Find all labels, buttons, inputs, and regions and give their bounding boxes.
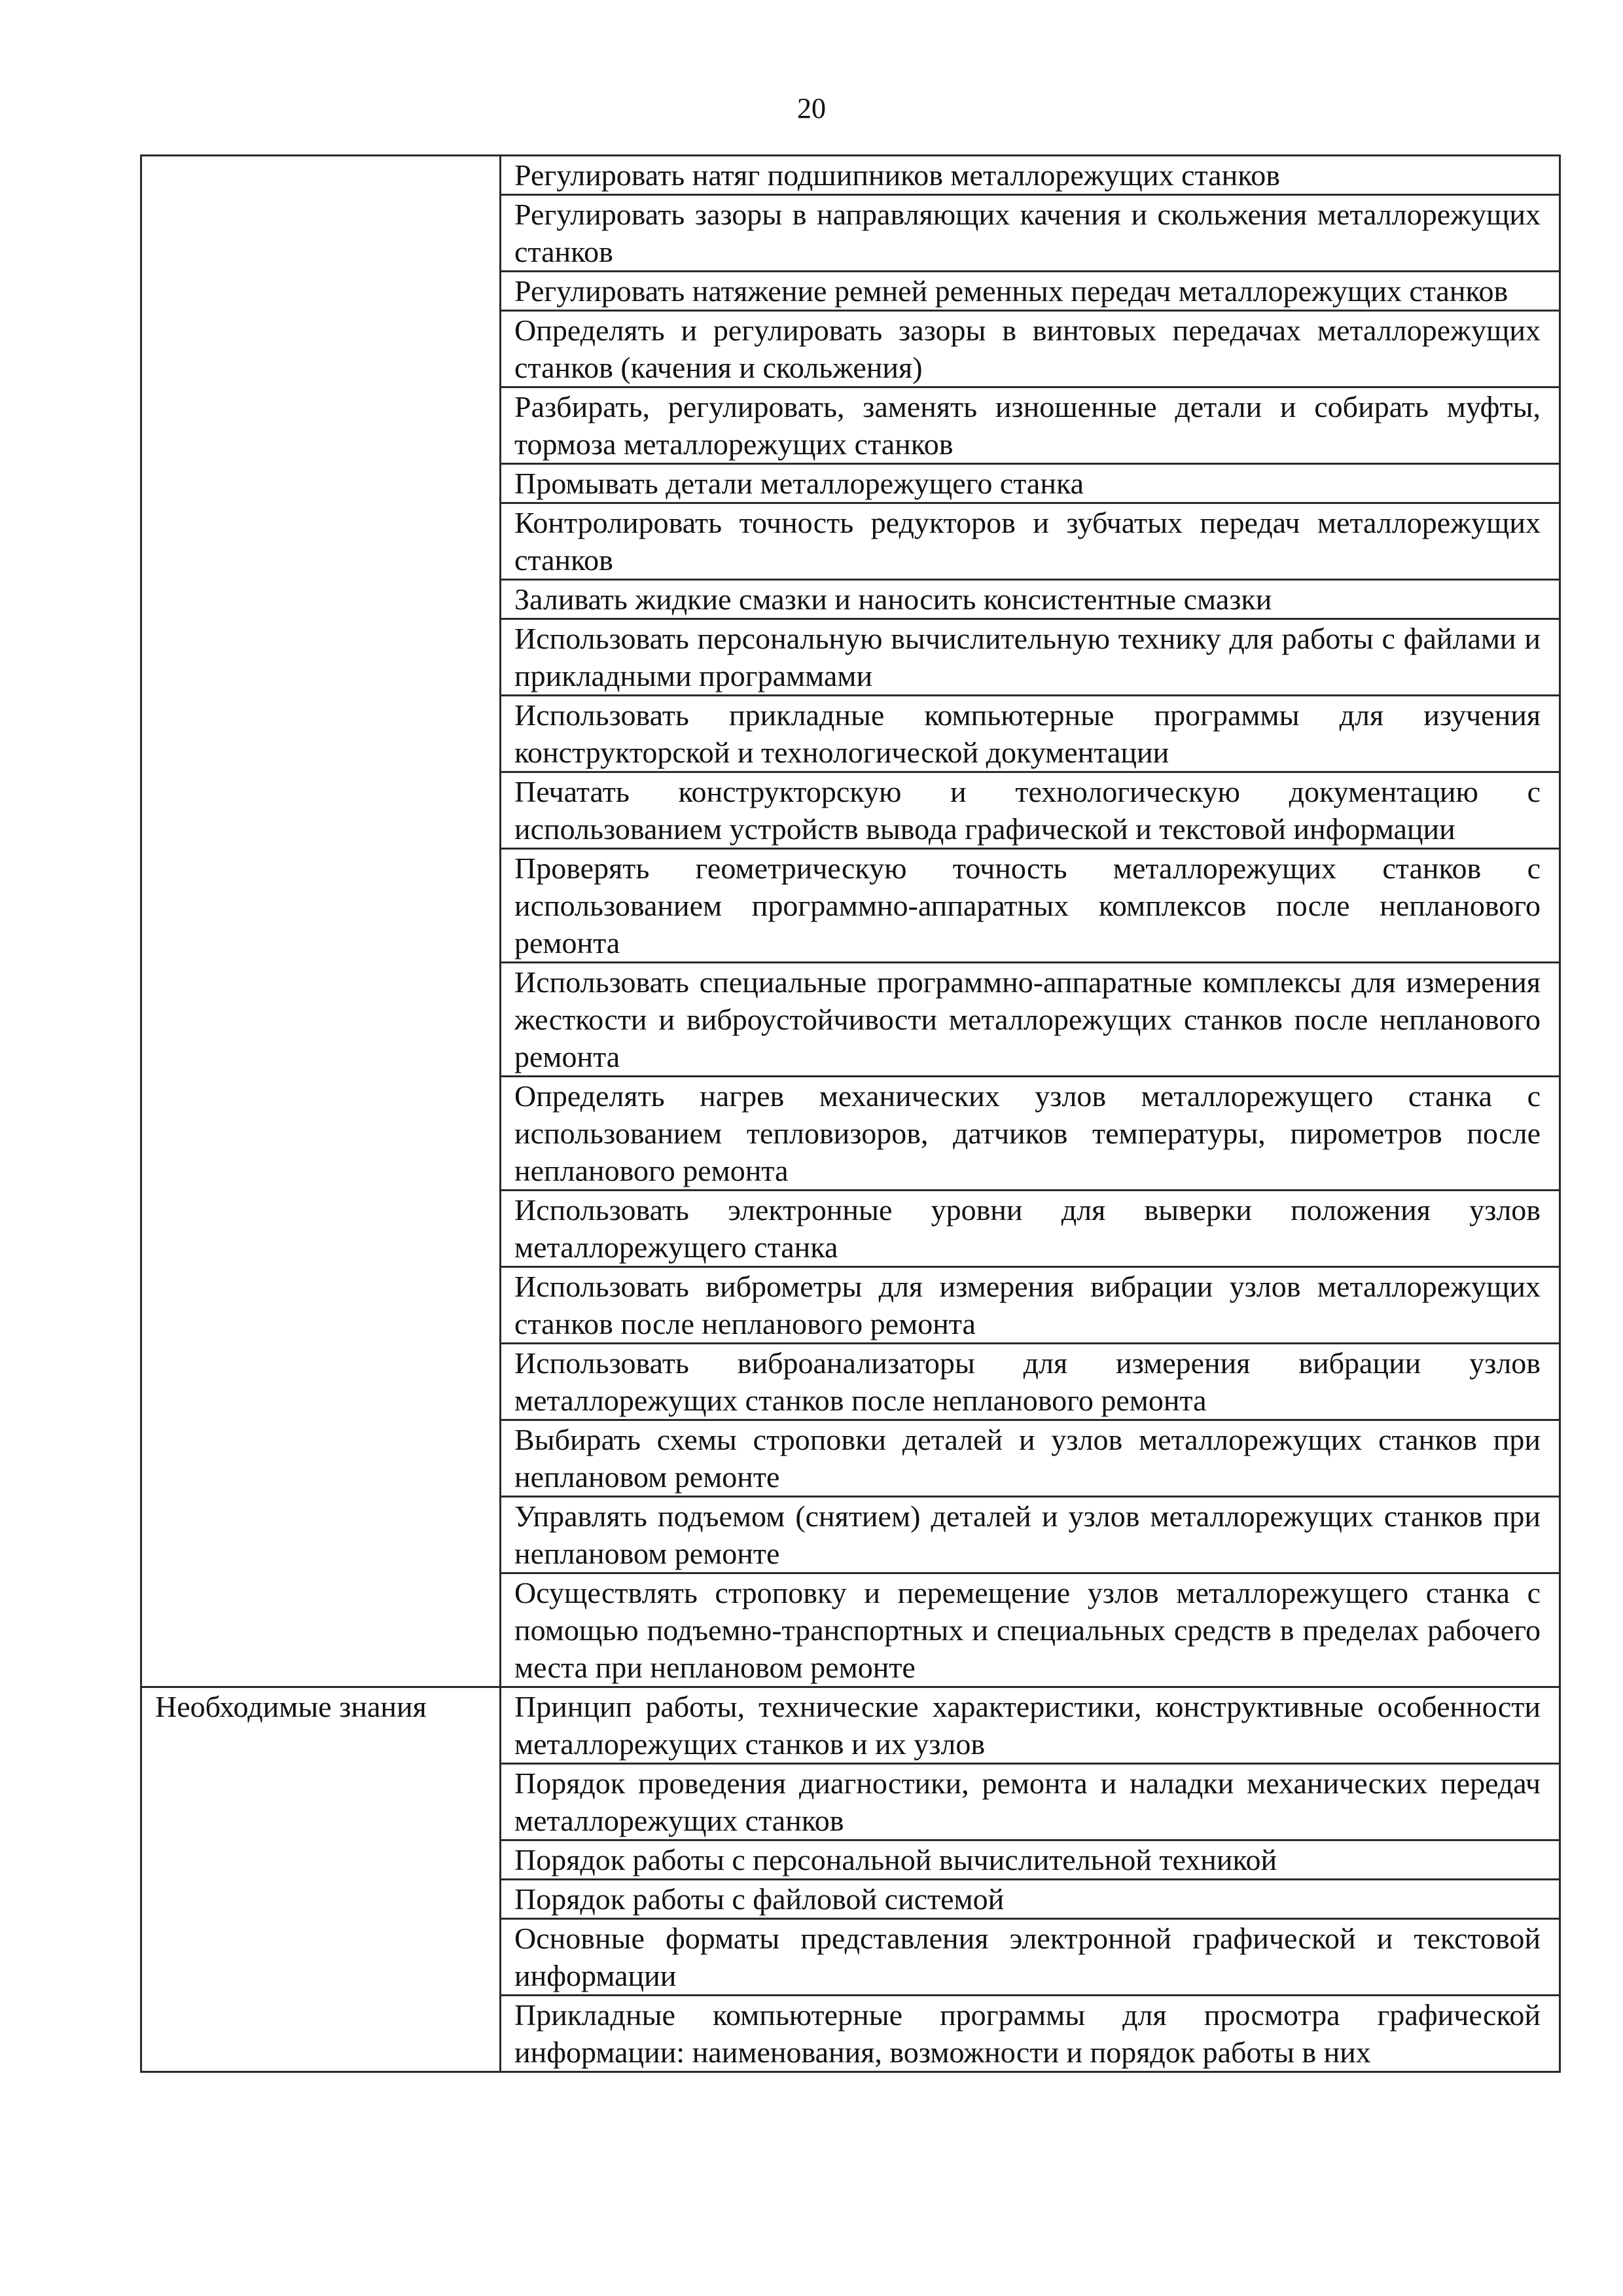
skill-item: Использовать прикладные компьютерные программы для изучения конструкторской и технологической документации: [501, 696, 1560, 772]
knowledge-item: Принцип работы, технические характеристики, конструктивные особенности металлорежущих станков и их узлов: [501, 1687, 1560, 1764]
skill-item: Промывать детали металлорежущего станка: [501, 464, 1560, 503]
knowledge-item: Порядок проведения диагностики, ремонта и наладки механических передач металлорежущих станков: [501, 1764, 1560, 1840]
requirements-table: [140, 154, 1561, 2073]
skill-item: Регулировать натяжение ремней ременных передач металлорежущих станков: [501, 272, 1560, 311]
skill-item: Разбирать, регулировать, заменять изношенные детали и собирать муфты, тормоза металлорежущих станков: [501, 387, 1560, 464]
skill-item: Использовать электронные уровни для выверки положения узлов металлорежущего станка: [501, 1191, 1560, 1267]
skills-label-cell: [141, 156, 501, 1687]
skill-item: Контролировать точность редукторов и зубчатых передач металлорежущих станков: [501, 503, 1560, 580]
knowledge-label: Необходимые знания: [141, 1687, 501, 2072]
knowledge-item: Порядок работы с персональной вычислительной техникой: [501, 1840, 1560, 1880]
page-number: 20: [797, 92, 826, 124]
skill-item: Регулировать зазоры в направляющих качения и скольжения металлорежущих станков: [501, 195, 1560, 272]
knowledge-item: Прикладные компьютерные программы для просмотра графической информации: наименования, возможности и порядок работы в них: [501, 1996, 1560, 2072]
table-row: [141, 1687, 1560, 1764]
skill-item: Регулировать натяг подшипников металлорежущих станков: [501, 156, 1560, 195]
skill-item: Использовать виброметры для измерения вибрации узлов металлорежущих станков после непланового ремонта: [501, 1267, 1560, 1344]
knowledge-item: Порядок работы с файловой системой: [501, 1880, 1560, 1919]
skill-item: Осуществлять строповку и перемещение узлов металлорежущего станка с помощью подъемно-транспортных и специальных средств в пределах рабочего места при неплановом ремонте: [501, 1573, 1560, 1687]
skill-item: Заливать жидкие смазки и наносить консистентные смазки: [501, 580, 1560, 619]
skill-item: Выбирать схемы строповки деталей и узлов металлорежущих станков при неплановом ремонте: [501, 1420, 1560, 1497]
skill-item: Проверять геометрическую точность металлорежущих станков с использованием программно-аппаратных комплексов после непланового ремонта: [501, 849, 1560, 963]
knowledge-item: Основные форматы представления электронной графической и текстовой информации: [501, 1919, 1560, 1996]
skill-item: Определять нагрев механических узлов металлорежущего станка с использованием тепловизоров, датчиков температуры, пирометров после непланового ремонта: [501, 1077, 1560, 1191]
skill-item: Использовать виброанализаторы для измерения вибрации узлов металлорежущих станков после непланового ремонта: [501, 1344, 1560, 1420]
skill-item: Определять и регулировать зазоры в винтовых передачах металлорежущих станков (качения и скольжения): [501, 311, 1560, 387]
skill-item: Использовать специальные программно-аппаратные комплексы для измерения жесткости и виброустойчивости металлорежущих станков после непланового ремонта: [501, 963, 1560, 1077]
skill-item: Печатать конструкторскую и технологическую документацию с использованием устройств вывода графической и текстовой информации: [501, 772, 1560, 849]
table-row: [141, 156, 1560, 195]
skill-item: Использовать персональную вычислительную технику для работы с файлами и прикладными программами: [501, 619, 1560, 696]
skill-item: Управлять подъемом (снятием) деталей и узлов металлорежущих станков при неплановом ремонте: [501, 1497, 1560, 1573]
